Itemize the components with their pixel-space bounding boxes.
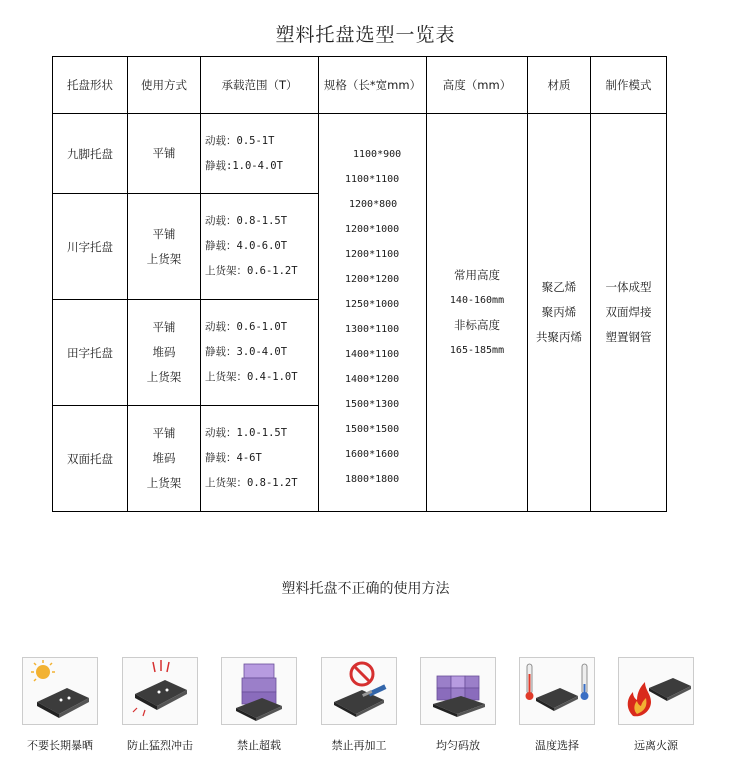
height-nonstd-label: 非标高度 xyxy=(454,317,500,332)
misuse-item-even-stacking xyxy=(420,657,500,757)
sun-exposure-icon xyxy=(23,658,97,724)
even-stacking-icon xyxy=(421,658,495,724)
misuse-item-no-cutting xyxy=(321,657,401,757)
impact-icon xyxy=(123,658,197,724)
spec-item: 1200*1200 xyxy=(345,274,400,285)
thermometer-icon xyxy=(520,658,594,724)
load-cell xyxy=(201,194,319,300)
spec-item: 1500*1500 xyxy=(345,424,400,435)
load-line: 上货架：0.6-1.2T xyxy=(205,265,298,277)
misuse-item-overload xyxy=(221,657,301,757)
header-usage: 使用方式 xyxy=(128,57,201,114)
spec-item: 1800*1800 xyxy=(345,474,400,485)
misuse-item-sun xyxy=(22,657,102,757)
usage-line: 堆码 xyxy=(152,451,176,465)
load-line: 静载：4.0-6.0T xyxy=(205,240,288,252)
mode-cell xyxy=(591,114,667,512)
table-header-row xyxy=(53,57,667,114)
height-nonstd-value: 165-185mm xyxy=(449,344,505,356)
load-line: 动载：0.5-1T xyxy=(205,134,275,147)
icon-label: 禁止再加工 xyxy=(331,739,387,752)
usage-cell xyxy=(128,406,201,512)
icon-label: 禁止超载 xyxy=(237,739,281,752)
misuse-item-temperature xyxy=(519,657,599,757)
header-height: 高度（mm） xyxy=(427,57,528,114)
load-line: 上货架：0.8-1.2T xyxy=(205,477,298,489)
overload-icon xyxy=(222,658,296,724)
spec-item: 1200*1000 xyxy=(345,224,400,235)
load-line: 上货架：0.4-1.0T xyxy=(205,371,298,383)
mode-item: 双面焊接 xyxy=(605,305,652,319)
usage-line: 上货架 xyxy=(146,251,182,266)
mode-item: 塑置钢管 xyxy=(605,330,652,344)
icon-label: 防止猛烈冲击 xyxy=(127,739,193,752)
load-line: 动载：1.0-1.5T xyxy=(205,427,288,439)
misuse-item-fire xyxy=(618,657,698,757)
height-normal-label: 常用高度 xyxy=(454,267,500,282)
shape-cell: 田字托盘 xyxy=(53,300,128,406)
material-cell xyxy=(528,114,591,512)
usage-line: 平铺 xyxy=(152,320,176,334)
pallet-selection-table xyxy=(52,56,667,512)
mode-item: 一体成型 xyxy=(605,280,652,294)
material-item: 聚丙烯 xyxy=(541,305,577,319)
load-line: 静载：4-6T xyxy=(205,452,262,464)
usage-cell xyxy=(128,300,201,406)
usage-line: 平铺 xyxy=(152,226,176,241)
table-row xyxy=(53,114,667,194)
usage-line: 平铺 xyxy=(152,146,176,160)
icon-label: 均匀码放 xyxy=(436,739,480,752)
icon-label: 不要长期暴晒 xyxy=(27,739,93,752)
material-item: 聚乙烯 xyxy=(541,280,577,294)
load-line: 静载：3.0-4.0T xyxy=(205,346,288,358)
header-mode: 制作模式 xyxy=(591,57,667,114)
usage-line: 堆码 xyxy=(152,345,176,359)
shape-cell: 双面托盘 xyxy=(53,406,128,512)
spec-item: 1100*900 xyxy=(353,149,402,160)
load-line: 静载:1.0-4.0T xyxy=(205,159,283,172)
load-line: 动载：0.8-1.5T xyxy=(205,215,288,227)
page-title: 塑料托盘选型一览表 xyxy=(275,24,456,46)
header-load: 承载范围（T） xyxy=(201,57,319,114)
spec-list-cell xyxy=(319,114,427,512)
spec-item: 1250*1000 xyxy=(345,299,400,310)
spec-item: 1300*1100 xyxy=(345,324,400,335)
header-material: 材质 xyxy=(528,57,591,114)
height-normal-value: 140-160mm xyxy=(449,294,505,306)
spec-item: 1200*1100 xyxy=(345,249,400,260)
icon-label: 远离火源 xyxy=(634,739,678,752)
spec-item: 1500*1300 xyxy=(345,399,400,410)
load-cell xyxy=(201,300,319,406)
spec-item: 1200*800 xyxy=(349,199,398,210)
spec-item: 1600*1600 xyxy=(345,449,400,460)
spec-item: 1400*1100 xyxy=(345,349,400,360)
fire-icon xyxy=(619,658,693,724)
header-spec: 规格（长*宽mm） xyxy=(319,57,427,114)
usage-line: 上货架 xyxy=(146,370,182,384)
shape-cell: 九脚托盘 xyxy=(53,114,128,194)
height-cell xyxy=(427,114,528,512)
misuse-icons-row xyxy=(22,657,712,757)
usage-cell xyxy=(128,194,201,300)
usage-line: 平铺 xyxy=(152,426,176,440)
spec-item: 1100*1100 xyxy=(345,174,400,185)
load-cell xyxy=(201,114,319,194)
load-cell xyxy=(201,406,319,512)
icon-label: 温度选择 xyxy=(535,739,579,752)
misuse-item-impact xyxy=(122,657,202,757)
material-item: 共聚丙烯 xyxy=(536,330,582,344)
header-shape: 托盘形状 xyxy=(53,57,128,114)
usage-cell xyxy=(128,114,201,194)
shape-cell: 川字托盘 xyxy=(53,194,128,300)
misuse-section-title: 塑料托盘不正确的使用方法 xyxy=(281,581,450,597)
load-line: 动载：0.6-1.0T xyxy=(205,321,288,333)
usage-line: 上货架 xyxy=(146,476,182,490)
no-cutting-icon xyxy=(322,658,396,724)
spec-item: 1400*1200 xyxy=(345,374,400,385)
